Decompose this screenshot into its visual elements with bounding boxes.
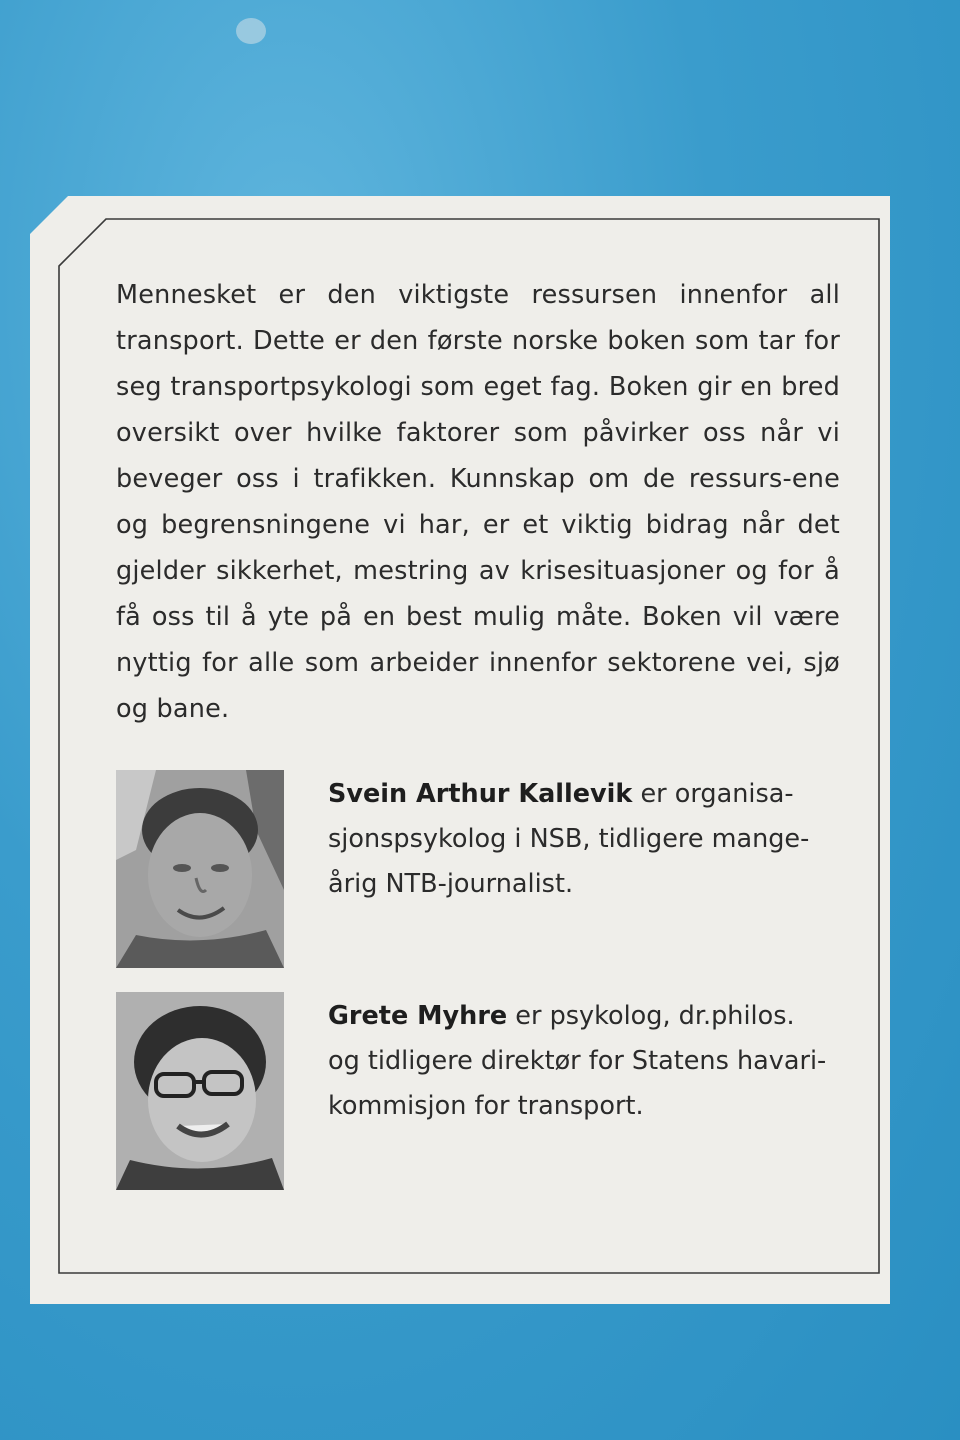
wall-mark [236, 18, 266, 44]
author-photo-man [116, 770, 284, 968]
book-description: Mennesket er den viktigste ressursen innenfor all transport. Dette er den første norske boken som tar for seg transportpsykologi som eget fag. Boken gir en bred oversikt over hvilke faktorer som påvirker oss når vi beveger oss i trafikken. Kunnskap om de ressurs-ene og begrensningene vi har, er et viktig bidrag når det gjelder sikkerhet, mestring av krisesituasjoner og for å få oss til å yte på en best mulig måte. Boken vil være nyttig for alle som arbeider innenfor sektorene vei, sjø og bane. [116, 280, 840, 724]
author-photo-woman [116, 992, 284, 1190]
author-bio-2 [328, 994, 832, 1129]
author-name-2: Grete Myhre [328, 1001, 508, 1031]
author-description-2: er psykolog, dr.philos. og tidligere direktør for Statens havari-kommisjon for transport. [328, 1001, 827, 1121]
author-description-1: er organisa-sjonspsykolog i NSB, tidligere mange-årig NTB-journalist. [328, 779, 810, 899]
author-name-1: Svein Arthur Kallevik [328, 779, 633, 809]
author-bio-1 [328, 772, 832, 907]
